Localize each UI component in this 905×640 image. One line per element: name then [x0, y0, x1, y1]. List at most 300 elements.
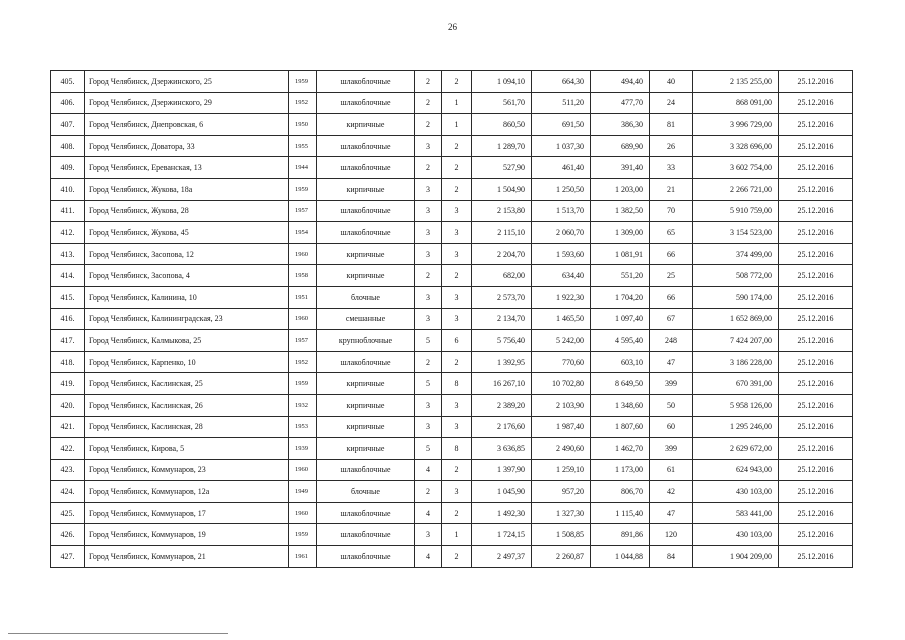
wall-material-cell: шлакоблочные: [317, 222, 415, 244]
table-row: [51, 157, 853, 179]
row-number-cell: 409.: [51, 157, 85, 179]
row-number-cell: 415.: [51, 286, 85, 308]
total-area-cell: 1 289,70: [472, 135, 532, 157]
residents-cell: 47: [650, 502, 693, 524]
floors-cell: 3: [415, 416, 442, 438]
entrances-cell: 2: [442, 502, 472, 524]
living-area-cell: 1 327,30: [532, 502, 591, 524]
floors-cell: 5: [415, 373, 442, 395]
table-row: [51, 524, 853, 546]
residential-area-cell: 494,40: [591, 71, 650, 93]
date-cell: 25.12.2016: [779, 286, 853, 308]
entrances-cell: 3: [442, 243, 472, 265]
wall-material-cell: крупноблочные: [317, 330, 415, 352]
table-row: [51, 286, 853, 308]
living-area-cell: 2 260,87: [532, 546, 591, 568]
floors-cell: 3: [415, 200, 442, 222]
residential-area-cell: 1 097,40: [591, 308, 650, 330]
housing-register-table: [50, 70, 853, 568]
row-number-cell: 424.: [51, 481, 85, 503]
date-cell: 25.12.2016: [779, 265, 853, 287]
date-cell: 25.12.2016: [779, 114, 853, 136]
floors-cell: 3: [415, 524, 442, 546]
address-cell: Город Челябинск, Ереванская, 13: [85, 157, 289, 179]
cost-cell: 5 910 759,00: [693, 200, 779, 222]
living-area-cell: 770,60: [532, 351, 591, 373]
residents-cell: 399: [650, 438, 693, 460]
living-area-cell: 634,40: [532, 265, 591, 287]
residents-cell: 248: [650, 330, 693, 352]
cost-cell: 3 996 729,00: [693, 114, 779, 136]
address-cell: Город Челябинск, Кирова, 5: [85, 438, 289, 460]
residential-area-cell: 1 309,00: [591, 222, 650, 244]
date-cell: 25.12.2016: [779, 71, 853, 93]
address-cell: Город Челябинск, Коммунаров, 17: [85, 502, 289, 524]
row-number-cell: 407.: [51, 114, 85, 136]
floors-cell: 3: [415, 243, 442, 265]
residential-area-cell: 806,70: [591, 481, 650, 503]
date-cell: 25.12.2016: [779, 157, 853, 179]
living-area-cell: 957,20: [532, 481, 591, 503]
address-cell: Город Челябинск, Засопова, 4: [85, 265, 289, 287]
table-row: [51, 135, 853, 157]
entrances-cell: 3: [442, 286, 472, 308]
total-area-cell: 2 115,10: [472, 222, 532, 244]
date-cell: 25.12.2016: [779, 200, 853, 222]
address-cell: Город Челябинск, Жукова, 18а: [85, 178, 289, 200]
year-cell: 1953: [289, 416, 317, 438]
year-cell: 1960: [289, 502, 317, 524]
residents-cell: 40: [650, 71, 693, 93]
year-cell: 1939: [289, 438, 317, 460]
total-area-cell: 5 756,40: [472, 330, 532, 352]
table-row: [51, 438, 853, 460]
table-row: [51, 265, 853, 287]
row-number-cell: 427.: [51, 546, 85, 568]
date-cell: 25.12.2016: [779, 330, 853, 352]
residential-area-cell: 1 348,60: [591, 394, 650, 416]
wall-material-cell: блочные: [317, 481, 415, 503]
table-row: [51, 546, 853, 568]
cost-cell: 590 174,00: [693, 286, 779, 308]
living-area-cell: 691,50: [532, 114, 591, 136]
floors-cell: 2: [415, 351, 442, 373]
residential-area-cell: 8 649,50: [591, 373, 650, 395]
wall-material-cell: шлакоблочные: [317, 71, 415, 93]
address-cell: Город Челябинск, Калинина, 10: [85, 286, 289, 308]
year-cell: 1954: [289, 222, 317, 244]
row-number-cell: 411.: [51, 200, 85, 222]
wall-material-cell: смешанные: [317, 308, 415, 330]
year-cell: 1950: [289, 114, 317, 136]
cost-cell: 624 943,00: [693, 459, 779, 481]
table-row: [51, 200, 853, 222]
wall-material-cell: шлакоблочные: [317, 135, 415, 157]
floors-cell: 5: [415, 330, 442, 352]
wall-material-cell: шлакоблочные: [317, 524, 415, 546]
row-number-cell: 414.: [51, 265, 85, 287]
cost-cell: 430 103,00: [693, 481, 779, 503]
entrances-cell: 1: [442, 92, 472, 114]
total-area-cell: 860,50: [472, 114, 532, 136]
living-area-cell: 1 037,30: [532, 135, 591, 157]
table-row: [51, 351, 853, 373]
address-cell: Город Челябинск, Коммунаров, 21: [85, 546, 289, 568]
living-area-cell: 1 465,50: [532, 308, 591, 330]
wall-material-cell: шлакоблочные: [317, 546, 415, 568]
year-cell: 1961: [289, 546, 317, 568]
total-area-cell: 561,70: [472, 92, 532, 114]
table-row: [51, 481, 853, 503]
date-cell: 25.12.2016: [779, 459, 853, 481]
year-cell: 1957: [289, 200, 317, 222]
residential-area-cell: 386,30: [591, 114, 650, 136]
date-cell: 25.12.2016: [779, 92, 853, 114]
address-cell: Город Челябинск, Калмыкова, 25: [85, 330, 289, 352]
residential-area-cell: 1 704,20: [591, 286, 650, 308]
residents-cell: 42: [650, 481, 693, 503]
total-area-cell: 2 497,37: [472, 546, 532, 568]
residential-area-cell: 4 595,40: [591, 330, 650, 352]
floors-cell: 3: [415, 286, 442, 308]
address-cell: Город Челябинск, Днепровская, 6: [85, 114, 289, 136]
total-area-cell: 2 573,70: [472, 286, 532, 308]
year-cell: 1959: [289, 71, 317, 93]
residents-cell: 24: [650, 92, 693, 114]
date-cell: 25.12.2016: [779, 222, 853, 244]
floors-cell: 4: [415, 546, 442, 568]
residential-area-cell: 1 382,50: [591, 200, 650, 222]
year-cell: 1959: [289, 178, 317, 200]
total-area-cell: 2 176,60: [472, 416, 532, 438]
year-cell: 1944: [289, 157, 317, 179]
wall-material-cell: кирпичные: [317, 438, 415, 460]
entrances-cell: 2: [442, 546, 472, 568]
wall-material-cell: кирпичные: [317, 114, 415, 136]
entrances-cell: 8: [442, 438, 472, 460]
entrances-cell: 1: [442, 524, 472, 546]
residents-cell: 84: [650, 546, 693, 568]
residential-area-cell: 689,90: [591, 135, 650, 157]
wall-material-cell: кирпичные: [317, 373, 415, 395]
address-cell: Город Челябинск, Дзержинского, 25: [85, 71, 289, 93]
residents-cell: 61: [650, 459, 693, 481]
address-cell: Город Челябинск, Каслинская, 25: [85, 373, 289, 395]
cost-cell: 374 499,00: [693, 243, 779, 265]
living-area-cell: 2 103,90: [532, 394, 591, 416]
address-cell: Город Челябинск, Коммунаров, 12а: [85, 481, 289, 503]
row-number-cell: 416.: [51, 308, 85, 330]
address-cell: Город Челябинск, Коммунаров, 19: [85, 524, 289, 546]
table-row: [51, 71, 853, 93]
cost-cell: 7 424 207,00: [693, 330, 779, 352]
floors-cell: 2: [415, 92, 442, 114]
cost-cell: 1 652 869,00: [693, 308, 779, 330]
living-area-cell: 1 987,40: [532, 416, 591, 438]
floors-cell: 3: [415, 178, 442, 200]
living-area-cell: 2 060,70: [532, 222, 591, 244]
total-area-cell: 1 045,90: [472, 481, 532, 503]
year-cell: 1960: [289, 459, 317, 481]
address-cell: Город Челябинск, Карпенко, 10: [85, 351, 289, 373]
year-cell: 1958: [289, 265, 317, 287]
entrances-cell: 2: [442, 178, 472, 200]
total-area-cell: 1 397,90: [472, 459, 532, 481]
wall-material-cell: кирпичные: [317, 416, 415, 438]
residential-area-cell: 603,10: [591, 351, 650, 373]
floors-cell: 2: [415, 265, 442, 287]
residential-area-cell: 1 203,00: [591, 178, 650, 200]
entrances-cell: 2: [442, 459, 472, 481]
total-area-cell: 527,90: [472, 157, 532, 179]
living-area-cell: 2 490,60: [532, 438, 591, 460]
cost-cell: 583 441,00: [693, 502, 779, 524]
living-area-cell: 511,20: [532, 92, 591, 114]
residents-cell: 66: [650, 243, 693, 265]
table-row: [51, 308, 853, 330]
address-cell: Город Челябинск, Дзержинского, 29: [85, 92, 289, 114]
date-cell: 25.12.2016: [779, 243, 853, 265]
living-area-cell: 1 250,50: [532, 178, 591, 200]
wall-material-cell: блочные: [317, 286, 415, 308]
row-number-cell: 426.: [51, 524, 85, 546]
table-row: [51, 416, 853, 438]
address-cell: Город Челябинск, Засопова, 12: [85, 243, 289, 265]
date-cell: 25.12.2016: [779, 351, 853, 373]
entrances-cell: 3: [442, 416, 472, 438]
residents-cell: 120: [650, 524, 693, 546]
cost-cell: 3 602 754,00: [693, 157, 779, 179]
row-number-cell: 422.: [51, 438, 85, 460]
entrances-cell: 3: [442, 481, 472, 503]
entrances-cell: 6: [442, 330, 472, 352]
residents-cell: 70: [650, 200, 693, 222]
floors-cell: 2: [415, 481, 442, 503]
residents-cell: 33: [650, 157, 693, 179]
year-cell: 1932: [289, 394, 317, 416]
residents-cell: 65: [650, 222, 693, 244]
year-cell: 1951: [289, 286, 317, 308]
living-area-cell: 1 259,10: [532, 459, 591, 481]
cost-cell: 430 103,00: [693, 524, 779, 546]
entrances-cell: 3: [442, 308, 472, 330]
floors-cell: 5: [415, 438, 442, 460]
residents-cell: 21: [650, 178, 693, 200]
table-row: [51, 243, 853, 265]
residents-cell: 25: [650, 265, 693, 287]
floors-cell: 3: [415, 308, 442, 330]
year-cell: 1960: [289, 243, 317, 265]
living-area-cell: 1 922,30: [532, 286, 591, 308]
residential-area-cell: 391,40: [591, 157, 650, 179]
entrances-cell: 2: [442, 135, 472, 157]
living-area-cell: 10 702,80: [532, 373, 591, 395]
year-cell: 1957: [289, 330, 317, 352]
date-cell: 25.12.2016: [779, 416, 853, 438]
date-cell: 25.12.2016: [779, 373, 853, 395]
row-number-cell: 417.: [51, 330, 85, 352]
residents-cell: 60: [650, 416, 693, 438]
living-area-cell: 1 508,85: [532, 524, 591, 546]
cost-cell: 670 391,00: [693, 373, 779, 395]
wall-material-cell: шлакоблочные: [317, 502, 415, 524]
residential-area-cell: 1 807,60: [591, 416, 650, 438]
address-cell: Город Челябинск, Каслинская, 26: [85, 394, 289, 416]
cost-cell: 3 154 523,00: [693, 222, 779, 244]
table-row: [51, 373, 853, 395]
residential-area-cell: 1 115,40: [591, 502, 650, 524]
floors-cell: 2: [415, 157, 442, 179]
date-cell: 25.12.2016: [779, 438, 853, 460]
living-area-cell: 461,40: [532, 157, 591, 179]
entrances-cell: 3: [442, 200, 472, 222]
date-cell: 25.12.2016: [779, 481, 853, 503]
floors-cell: 2: [415, 114, 442, 136]
cost-cell: 3 186 228,00: [693, 351, 779, 373]
date-cell: 25.12.2016: [779, 546, 853, 568]
wall-material-cell: кирпичные: [317, 178, 415, 200]
entrances-cell: 3: [442, 394, 472, 416]
entrances-cell: 1: [442, 114, 472, 136]
entrances-cell: 2: [442, 157, 472, 179]
residents-cell: 26: [650, 135, 693, 157]
floors-cell: 3: [415, 394, 442, 416]
table-row: [51, 92, 853, 114]
address-cell: Город Челябинск, Доватора, 33: [85, 135, 289, 157]
cost-cell: 508 772,00: [693, 265, 779, 287]
address-cell: Город Челябинск, Коммунаров, 23: [85, 459, 289, 481]
wall-material-cell: шлакоблочные: [317, 459, 415, 481]
row-number-cell: 406.: [51, 92, 85, 114]
residential-area-cell: 551,20: [591, 265, 650, 287]
total-area-cell: 1 392,95: [472, 351, 532, 373]
address-cell: Город Челябинск, Каслинская, 28: [85, 416, 289, 438]
row-number-cell: 410.: [51, 178, 85, 200]
floors-cell: 2: [415, 71, 442, 93]
total-area-cell: 1 504,90: [472, 178, 532, 200]
floors-cell: 4: [415, 502, 442, 524]
floors-cell: 4: [415, 459, 442, 481]
total-area-cell: 2 134,70: [472, 308, 532, 330]
floors-cell: 3: [415, 222, 442, 244]
row-number-cell: 413.: [51, 243, 85, 265]
cost-cell: 2 266 721,00: [693, 178, 779, 200]
residents-cell: 66: [650, 286, 693, 308]
residential-area-cell: 891,86: [591, 524, 650, 546]
residents-cell: 67: [650, 308, 693, 330]
row-number-cell: 418.: [51, 351, 85, 373]
table-row: [51, 222, 853, 244]
total-area-cell: 16 267,10: [472, 373, 532, 395]
cost-cell: 2 629 672,00: [693, 438, 779, 460]
footer-rule: [8, 633, 228, 636]
entrances-cell: 8: [442, 373, 472, 395]
address-cell: Город Челябинск, Жукова, 28: [85, 200, 289, 222]
date-cell: 25.12.2016: [779, 502, 853, 524]
entrances-cell: 3: [442, 222, 472, 244]
wall-material-cell: шлакоблочные: [317, 92, 415, 114]
date-cell: 25.12.2016: [779, 308, 853, 330]
date-cell: 25.12.2016: [779, 135, 853, 157]
date-cell: 25.12.2016: [779, 178, 853, 200]
residential-area-cell: 1 081,91: [591, 243, 650, 265]
wall-material-cell: шлакоблочные: [317, 157, 415, 179]
table-row: [51, 502, 853, 524]
year-cell: 1952: [289, 351, 317, 373]
residential-area-cell: 477,70: [591, 92, 650, 114]
residential-area-cell: 1 462,70: [591, 438, 650, 460]
wall-material-cell: кирпичные: [317, 265, 415, 287]
living-area-cell: 1 593,60: [532, 243, 591, 265]
residents-cell: 81: [650, 114, 693, 136]
row-number-cell: 405.: [51, 71, 85, 93]
total-area-cell: 2 389,20: [472, 394, 532, 416]
residents-cell: 50: [650, 394, 693, 416]
date-cell: 25.12.2016: [779, 394, 853, 416]
table-row: [51, 114, 853, 136]
cost-cell: 1 904 209,00: [693, 546, 779, 568]
table-row: [51, 330, 853, 352]
total-area-cell: 1 724,15: [472, 524, 532, 546]
page-number: 26: [448, 22, 457, 32]
wall-material-cell: шлакоблочные: [317, 200, 415, 222]
wall-material-cell: кирпичные: [317, 394, 415, 416]
living-area-cell: 5 242,00: [532, 330, 591, 352]
table-body: [51, 71, 853, 568]
entrances-cell: 2: [442, 71, 472, 93]
cost-cell: 868 091,00: [693, 92, 779, 114]
year-cell: 1959: [289, 524, 317, 546]
row-number-cell: 420.: [51, 394, 85, 416]
residential-area-cell: 1 044,88: [591, 546, 650, 568]
total-area-cell: 2 204,70: [472, 243, 532, 265]
year-cell: 1960: [289, 308, 317, 330]
cost-cell: 2 135 255,00: [693, 71, 779, 93]
living-area-cell: 664,30: [532, 71, 591, 93]
total-area-cell: 1 492,30: [472, 502, 532, 524]
entrances-cell: 2: [442, 265, 472, 287]
row-number-cell: 419.: [51, 373, 85, 395]
row-number-cell: 412.: [51, 222, 85, 244]
residents-cell: 47: [650, 351, 693, 373]
table-row: [51, 459, 853, 481]
year-cell: 1952: [289, 92, 317, 114]
table-row: [51, 178, 853, 200]
cost-cell: 5 958 126,00: [693, 394, 779, 416]
living-area-cell: 1 513,70: [532, 200, 591, 222]
total-area-cell: 2 153,80: [472, 200, 532, 222]
wall-material-cell: шлакоблочные: [317, 351, 415, 373]
wall-material-cell: кирпичные: [317, 243, 415, 265]
total-area-cell: 682,00: [472, 265, 532, 287]
row-number-cell: 425.: [51, 502, 85, 524]
year-cell: 1959: [289, 373, 317, 395]
address-cell: Город Челябинск, Калининградская, 23: [85, 308, 289, 330]
date-cell: 25.12.2016: [779, 524, 853, 546]
entrances-cell: 2: [442, 351, 472, 373]
residents-cell: 399: [650, 373, 693, 395]
cost-cell: 1 295 246,00: [693, 416, 779, 438]
address-cell: Город Челябинск, Жукова, 45: [85, 222, 289, 244]
table-row: [51, 394, 853, 416]
cost-cell: 3 328 696,00: [693, 135, 779, 157]
row-number-cell: 421.: [51, 416, 85, 438]
total-area-cell: 3 636,85: [472, 438, 532, 460]
floors-cell: 3: [415, 135, 442, 157]
row-number-cell: 423.: [51, 459, 85, 481]
year-cell: 1949: [289, 481, 317, 503]
row-number-cell: 408.: [51, 135, 85, 157]
